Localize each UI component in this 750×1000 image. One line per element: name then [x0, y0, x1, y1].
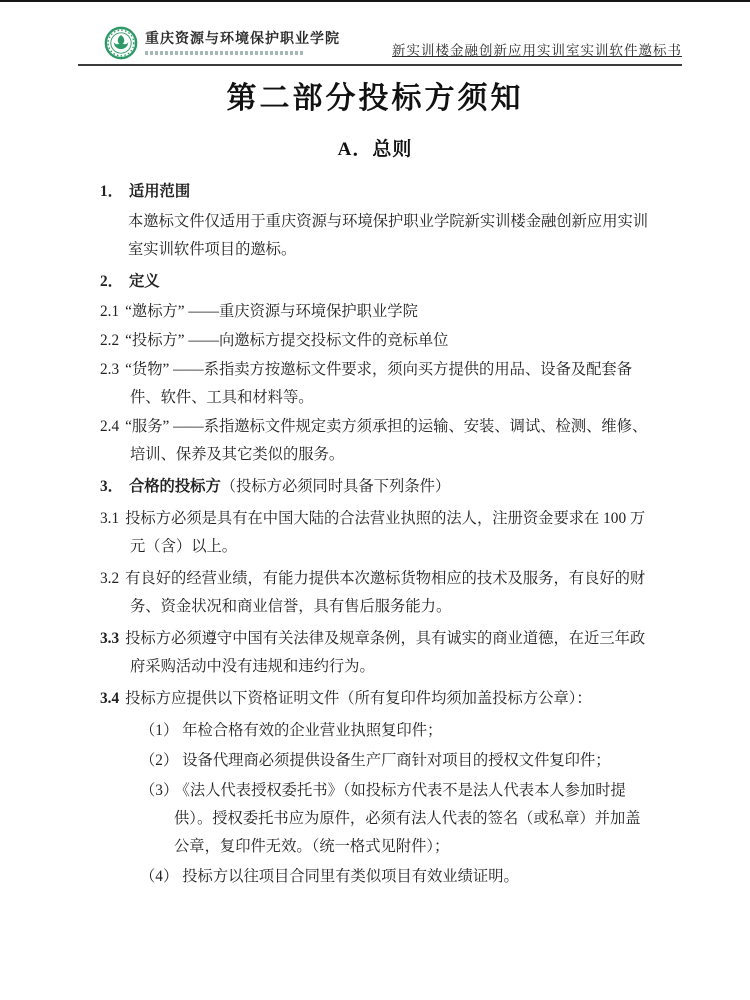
- school-brand: [104, 26, 340, 60]
- item-number: 3.2: [100, 570, 120, 587]
- section-number: 3．: [100, 478, 123, 495]
- section-2-heading: [100, 268, 655, 296]
- school-name: 重庆资源与环境保护职业学院: [145, 31, 340, 47]
- item-text: “邀标方” ——重庆资源与环境保护职业学院: [125, 303, 418, 320]
- school-brand-text: [145, 32, 340, 55]
- item-number: 3.3: [100, 630, 120, 647]
- list-subitem: [140, 777, 655, 861]
- section-heading-text: 合格的投标方: [128, 478, 221, 495]
- document-header: [78, 16, 682, 66]
- header-doc-title: 新实训楼金融创新应用实训室实训软件邀标书: [392, 43, 682, 58]
- item-text: 投标方必须是具有在中国大陆的合法营业执照的法人，注册资金要求在 100 万元（含）以上。: [125, 510, 646, 555]
- list-item: [100, 565, 655, 621]
- list-item: [100, 327, 655, 355]
- item-text: 年检合格有效的企业营业执照复印件；: [182, 722, 443, 739]
- item-text: 投标方应提供以下资格证明文件（所有复印件均须加盖投标方公章）：: [125, 690, 592, 707]
- list-subitem: [140, 747, 655, 775]
- page-subtitle: A．总则: [337, 139, 413, 160]
- item-number: （2）: [140, 752, 179, 769]
- item-text: “货物” ——系指卖方按邀标文件要求，须向买方提供的用品、设备及配套备件、软件、工具和材料等。: [125, 361, 633, 406]
- item-text: 投标方以往项目合同里有类似项目有效业绩证明。: [182, 868, 519, 885]
- item-text: 《法人代表授权委托书》（如投标方代表不是法人代表本人参加时提供）。授权委托书应为原件，必须有法人代表的签名（或私章）并加盖公章，复印件无效。（统一格式见附件）；: [174, 782, 641, 855]
- list-subitem: [140, 863, 655, 891]
- item-text: “投标方” ——向邀标方提交投标文件的竞标单位: [125, 332, 449, 349]
- section-1-heading: [100, 178, 655, 206]
- section-3-heading: [100, 473, 655, 501]
- section-number: 2．: [100, 273, 123, 290]
- section-number: 1．: [100, 183, 123, 200]
- item-number: 2.3: [100, 361, 120, 378]
- item-number: 3.1: [100, 510, 120, 527]
- item-text: 投标方必须遵守中国有关法律及规章条例，具有诚实的商业道德，在近三年政府采购活动中没有违规和违约行为。: [125, 630, 646, 675]
- section-heading-note: （投标方必须同时具备下列条件）: [220, 478, 451, 495]
- item-number: 2.1: [100, 303, 120, 320]
- item-number: （3）: [140, 782, 179, 799]
- document-body: [100, 178, 655, 891]
- list-item: [100, 298, 655, 326]
- section-heading-text: 适用范围: [128, 183, 191, 200]
- item-text: “服务” ——系指邀标文件规定卖方须承担的运输、安装、调试、检测、维修、培训、保养及其它类似的服务。: [125, 418, 648, 463]
- list-item: [100, 685, 655, 713]
- item-number: 2.2: [100, 332, 120, 349]
- item-number: 2.4: [100, 418, 120, 435]
- list-subitem: [140, 717, 655, 745]
- page-title: 第二部分投标方须知: [226, 82, 524, 115]
- school-emblem-icon: [104, 26, 138, 60]
- section-heading-text: 定义: [128, 273, 160, 290]
- list-item: [100, 505, 655, 561]
- list-item: [100, 356, 655, 412]
- item-text: 设备代理商必须提供设备生产厂商针对项目的授权文件复印件；: [182, 752, 611, 769]
- school-name-subtext-line: [145, 51, 305, 55]
- list-item: [100, 625, 655, 681]
- item-number: （4）: [140, 868, 179, 885]
- item-number: （1）: [140, 722, 179, 739]
- list-item: [100, 413, 655, 469]
- item-number: 3.4: [100, 690, 120, 707]
- item-text: 有良好的经营业绩，有能力提供本次邀标货物相应的技术及服务，有良好的财务、资金状况和商业信誉，具有售后服务能力。: [125, 570, 646, 615]
- section-1-paragraph: 本邀标文件仅适用于重庆资源与环境保护职业学院新实训楼金融创新应用实训室实训软件项目的邀标。: [128, 213, 649, 258]
